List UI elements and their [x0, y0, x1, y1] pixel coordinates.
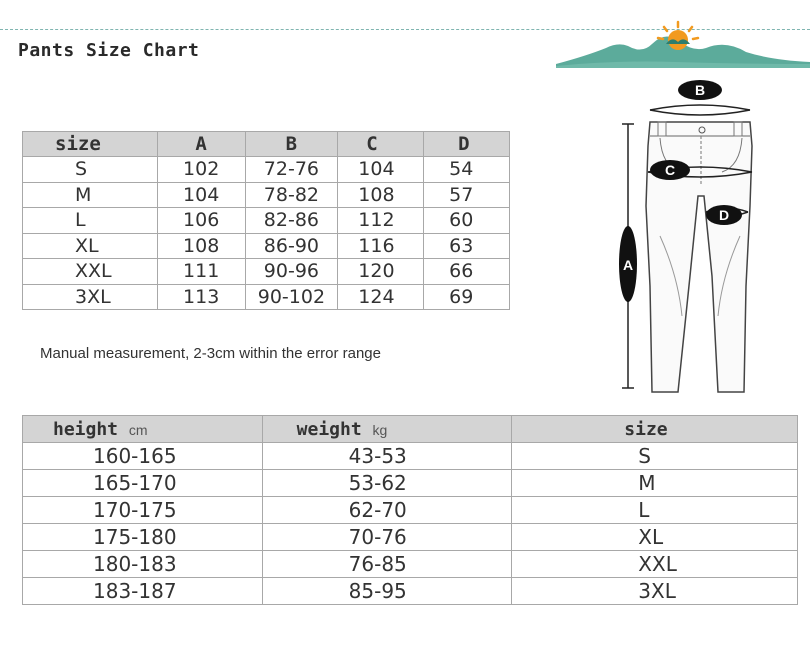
table-cell: 112: [338, 208, 424, 234]
table-cell: 3XL: [23, 284, 158, 310]
size-measurement-table: [22, 131, 510, 310]
table-cell: 54: [424, 157, 510, 183]
table-row: [23, 524, 798, 551]
table-cell: 90-96: [245, 259, 338, 285]
table-cell: 106: [157, 208, 245, 234]
column-header-size: [512, 416, 798, 443]
table-cell: 124: [338, 284, 424, 310]
table-cell: 160-165: [23, 443, 263, 470]
table-cell: M: [512, 470, 798, 497]
table-row: [23, 497, 798, 524]
table-cell: S: [512, 443, 798, 470]
column-header: C: [338, 132, 424, 157]
table-row: [23, 182, 510, 208]
column-header-weight: [262, 416, 512, 443]
table-cell: 111: [157, 259, 245, 285]
measurement-note: Manual measurement, 2-3cm within the error range: [40, 345, 381, 362]
header-unit: cm: [128, 421, 148, 438]
table-cell: 104: [157, 182, 245, 208]
table-cell: 120: [338, 259, 424, 285]
table-cell: 108: [338, 182, 424, 208]
column-header: B: [245, 132, 338, 157]
header-label: height: [53, 418, 119, 440]
table-cell: 70-76: [262, 524, 512, 551]
title-bar: [0, 0, 810, 70]
table-cell: 43-53: [262, 443, 512, 470]
header-label: weight: [296, 418, 362, 440]
table-cell: 3XL: [512, 578, 798, 605]
column-header: A: [157, 132, 245, 157]
table-cell: 85-95: [262, 578, 512, 605]
header-label: size: [624, 418, 668, 440]
pants-diagram: [600, 76, 800, 406]
table-cell: 72-76: [245, 157, 338, 183]
table-cell: 60: [424, 208, 510, 234]
table-cell: 63: [424, 233, 510, 259]
table-cell: 82-86: [245, 208, 338, 234]
label-b: B: [694, 82, 706, 98]
table-row: [23, 157, 510, 183]
table-cell: 90-102: [245, 284, 338, 310]
table-row: [23, 470, 798, 497]
column-header: size: [23, 132, 158, 157]
table-row: [23, 233, 510, 259]
table-cell: XXL: [512, 551, 798, 578]
table-cell: L: [512, 497, 798, 524]
table-cell: S: [23, 157, 158, 183]
label-d: D: [718, 207, 730, 223]
column-header: D: [424, 132, 510, 157]
page-title: Pants Size Chart: [18, 40, 200, 61]
table-cell: 170-175: [23, 497, 263, 524]
table-cell: 108: [157, 233, 245, 259]
mountain-sun-logo-icon: [556, 18, 810, 70]
height-weight-size-table: [22, 415, 798, 605]
table-cell: 104: [338, 157, 424, 183]
table-cell: XL: [23, 233, 158, 259]
label-c: C: [664, 162, 676, 178]
table-cell: 175-180: [23, 524, 263, 551]
column-header-height: [23, 416, 263, 443]
table-cell: 165-170: [23, 470, 263, 497]
table-row: [23, 259, 510, 285]
table-cell: M: [23, 182, 158, 208]
table-cell: 86-90: [245, 233, 338, 259]
table-cell: XL: [512, 524, 798, 551]
header-unit: kg: [372, 421, 388, 438]
table-cell: 116: [338, 233, 424, 259]
table-cell: 57: [424, 182, 510, 208]
table-cell: 69: [424, 284, 510, 310]
table-header-row: [23, 416, 798, 443]
table-cell: 102: [157, 157, 245, 183]
table-header-row: [23, 132, 510, 157]
table-cell: 76-85: [262, 551, 512, 578]
table-cell: XXL: [23, 259, 158, 285]
table-row: [23, 578, 798, 605]
table-cell: 78-82: [245, 182, 338, 208]
table-cell: 180-183: [23, 551, 263, 578]
table-row: [23, 208, 510, 234]
table-cell: 53-62: [262, 470, 512, 497]
table-cell: 62-70: [262, 497, 512, 524]
table-cell: L: [23, 208, 158, 234]
table-cell: 183-187: [23, 578, 263, 605]
table-row: [23, 443, 798, 470]
label-a: A: [622, 257, 634, 273]
table-cell: 66: [424, 259, 510, 285]
table-cell: 113: [157, 284, 245, 310]
table-row: [23, 284, 510, 310]
table-row: [23, 551, 798, 578]
